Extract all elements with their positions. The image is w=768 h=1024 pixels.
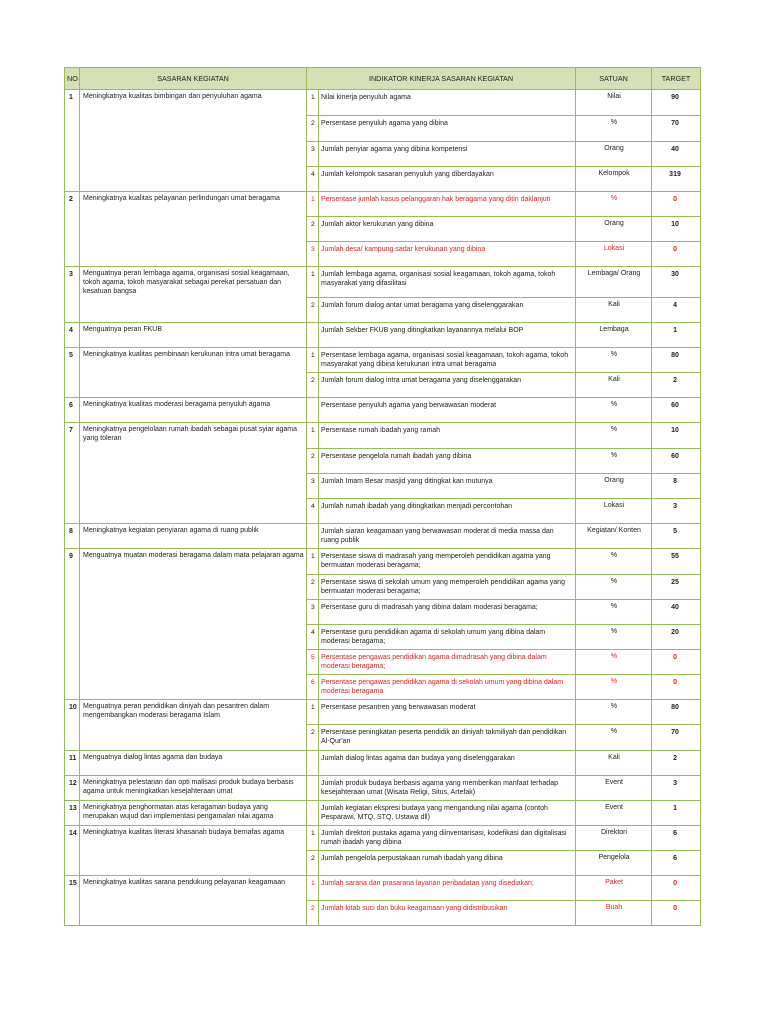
satuan-cell: Orang [576,473,652,498]
indicator-number: 2 [307,574,319,599]
target-cell: 0 [652,649,701,674]
row-number: 4 [65,322,80,347]
indicator-number: 5 [307,649,319,674]
target-cell: 10 [652,217,701,242]
indicator-cell: Persentase guru di madrasah yang dibina dalam moderasi beragama; [319,599,576,624]
sasaran-cell [80,242,307,267]
satuan-cell: Event [576,800,652,825]
table-row [65,90,701,116]
sasaran-cell [80,649,307,674]
sasaran-cell: Menguatnya peran pendidikan diniyah dan pesantren dalam mengembangkan moderasi beragama Islam [80,699,307,724]
row-number [65,142,80,167]
indicator-cell: Jumlah siaran keagamaan yang berwawasan moderat di media massa dan ruang publik [319,523,576,548]
indicator-cell: Jumlah penyiar agama yang dibina kompetensi [319,142,576,167]
indicator-number: 3 [307,142,319,167]
indicator-number: 1 [307,267,319,298]
satuan-cell: Nilai [576,90,652,116]
indicator-cell: Persentase pengawas pendidikan agama dimadrasah yang dibina dalam moderasi beragama; [319,649,576,674]
row-number: 11 [65,750,80,775]
satuan-cell: Kelompok [576,167,652,192]
table-row [65,397,701,422]
indicator-number: 6 [307,674,319,699]
target-cell: 80 [652,699,701,724]
indicator-cell: Persentase penyuluh agama yang dibina [319,116,576,142]
table-row [65,297,701,322]
satuan-cell: % [576,192,652,217]
table-row [65,599,701,624]
table-row [65,322,701,347]
table-row [65,674,701,699]
program-table-container [64,67,700,926]
sasaran-cell [80,574,307,599]
sasaran-cell [80,372,307,397]
target-cell: 2 [652,372,701,397]
indicator-cell: Persentase pesantren yang berwawasan moderat [319,699,576,724]
sasaran-cell: Meningkatnya kualitas pembinaan kerukunan intra umat beragama [80,347,307,372]
row-number [65,674,80,699]
target-cell: 80 [652,347,701,372]
satuan-cell: Event [576,775,652,800]
indicator-cell: Jumlah Imam Besar masjid yang ditingkat kan mutunya [319,473,576,498]
table-row [65,267,701,298]
row-number [65,217,80,242]
target-cell: 90 [652,90,701,116]
table-row [65,775,701,800]
satuan-cell: Orang [576,217,652,242]
indicator-cell: Jumlah forum dialog intra umat beragama yang diselenggarakan [319,372,576,397]
indicator-number: 4 [307,498,319,523]
table-row [65,574,701,599]
row-number [65,116,80,142]
row-number: 8 [65,523,80,548]
sasaran-cell: Meningkatnya pengelolaan rumah ibadah sebagai pusat syiar agama yang toleran [80,422,307,448]
target-cell: 6 [652,825,701,850]
target-cell: 8 [652,473,701,498]
indicator-cell: Jumlah produk budaya berbasis agama yang memberikan manfaat terhadap kesejahteraan umat (Wisata Religi, Situs, Artefak) [319,775,576,800]
indicator-cell: Persentase lembaga agama, organisasi sosial keagamaan, tokoh agama, tokoh masyarakat yang dibina kerukunan intra umat beragama [319,347,576,372]
sasaran-cell: Meningkatnya kualitas moderasi beragama penyuluh agama [80,397,307,422]
row-number [65,372,80,397]
target-cell: 6 [652,850,701,875]
row-number [65,448,80,473]
indicator-number: 1 [307,825,319,850]
indicator-number: 2 [307,448,319,473]
sasaran-cell: Meningkatnya kegiatan penyiaran agama di ruang publik [80,523,307,548]
satuan-cell: Pengelola [576,850,652,875]
row-number: 12 [65,775,80,800]
indicator-number: 2 [307,850,319,875]
row-number: 9 [65,548,80,574]
table-row [65,217,701,242]
target-cell: 3 [652,498,701,523]
satuan-cell: Lembaga [576,322,652,347]
indicator-cell: Persentase pengawas pendidikan agama di sekolah umum yang dibina dalam moderasi beragama [319,674,576,699]
sasaran-cell [80,217,307,242]
indicator-number: 2 [307,372,319,397]
table-row [65,724,701,750]
satuan-cell: Lokasi [576,242,652,267]
indicator-number: 4 [307,624,319,649]
target-cell: 1 [652,322,701,347]
table-row [65,900,701,925]
indicator-number: 4 [307,167,319,192]
sasaran-cell [80,850,307,875]
indicator-cell: Persentase peningkatan peserta pendidik an diniyah takmiliyah dan pendidikan Al-Qur'an [319,724,576,750]
table-row [65,167,701,192]
satuan-cell: % [576,116,652,142]
target-cell: 0 [652,242,701,267]
sasaran-cell: Menguatnya dialog lintas agama dan budaya [80,750,307,775]
satuan-cell: % [576,649,652,674]
satuan-cell: Kali [576,372,652,397]
row-number [65,599,80,624]
indicator-cell: Jumlah forum dialog antar umat beragama yang diselenggarakan [319,297,576,322]
header-sasaran-kegiatan: SASARAN KEGIATAN [80,68,307,90]
row-number: 7 [65,422,80,448]
satuan-cell: % [576,699,652,724]
indicator-cell: Jumlah rumah ibadah yang ditingkatkan menjadi percontohan [319,498,576,523]
indicator-cell: Persentase siswa di madrasah yang memperoleh pendidikan agama yang bermuatan moderasi beragama; [319,548,576,574]
satuan-cell: Lokasi [576,498,652,523]
indicator-cell: Jumlah kitab suci dan buku keagamaan yang didistribusikan [319,900,576,925]
header-indikator-kinerja: INDIKATOR KINERJA SASARAN KEGIATAN [307,68,576,90]
sasaran-cell [80,167,307,192]
table-row [65,448,701,473]
table-row [65,372,701,397]
header-satuan: SATUAN [576,68,652,90]
target-cell: 30 [652,267,701,298]
table-row [65,548,701,574]
target-cell: 5 [652,523,701,548]
indicator-number: 3 [307,242,319,267]
target-cell: 10 [652,422,701,448]
satuan-cell: % [576,422,652,448]
row-number [65,850,80,875]
sasaran-cell [80,599,307,624]
row-number: 15 [65,875,80,900]
satuan-cell: % [576,724,652,750]
indicator-number: 1 [307,90,319,116]
indicator-number [307,800,319,825]
satuan-cell: Direktori [576,825,652,850]
indicator-cell: Jumlah kelompok sasaran penyuluh yang diberdayakan [319,167,576,192]
table-row [65,116,701,142]
indicator-cell: Jumlah dialog lintas agama dan budaya yang diselenggarakan [319,750,576,775]
target-cell: 2 [652,750,701,775]
row-number: 1 [65,90,80,116]
sasaran-cell: Menguatnya peran lembaga agama, organisasi sosial keagamaan, tokoh agama, tokoh masyarakat sebagai perekat persatuan dan kesatuan bangsa [80,267,307,298]
sasaran-cell [80,624,307,649]
sasaran-cell: Menguatnya muatan moderasi beragama dalam mata pelajaran agama [80,548,307,574]
table-row [65,242,701,267]
sasaran-cell [80,674,307,699]
indicator-number: 2 [307,724,319,750]
indicator-cell: Jumlah direktori pustaka agama yang diinventarisasi, kodefikasi dan digitalisasi rumah ibadah yang dibina [319,825,576,850]
sasaran-cell: Meningkatnya kualitas literasi khasanah budaya bernafas agama [80,825,307,850]
table-row [65,498,701,523]
satuan-cell: % [576,574,652,599]
table-row [65,473,701,498]
row-number: 14 [65,825,80,850]
target-cell: 70 [652,724,701,750]
sasaran-cell: Meningkatnya kualitas pelayanan perlindungan umat beragama [80,192,307,217]
target-cell: 20 [652,624,701,649]
indicator-cell: Persentase jumlah kasus pelanggaran hak beragama yang ditin daklanjuti [319,192,576,217]
target-cell: 60 [652,397,701,422]
indicator-number: 1 [307,875,319,900]
indicator-number: 3 [307,473,319,498]
satuan-cell: Kali [576,750,652,775]
target-cell: 40 [652,599,701,624]
indicator-number: 1 [307,347,319,372]
sasaran-cell: Meningkatnya kualitas bimbingan dan penyuluhan agama [80,90,307,116]
target-cell: 55 [652,548,701,574]
row-number [65,297,80,322]
target-cell: 0 [652,192,701,217]
row-number: 13 [65,800,80,825]
target-cell: 25 [652,574,701,599]
indicator-number [307,750,319,775]
header-row [65,68,701,90]
sasaran-cell [80,900,307,925]
row-number: 3 [65,267,80,298]
satuan-cell: Kegiatan/ Konten [576,523,652,548]
table-row [65,142,701,167]
row-number: 6 [65,397,80,422]
sasaran-cell [80,142,307,167]
row-number: 10 [65,699,80,724]
satuan-cell: % [576,397,652,422]
sasaran-cell [80,116,307,142]
indicator-number: 2 [307,297,319,322]
indicator-cell: Persentase guru pendidikan agama di sekolah umum yang dibina dalam moderasi beragama; [319,624,576,649]
sasaran-cell [80,297,307,322]
indicator-number: 1 [307,192,319,217]
target-cell: 0 [652,674,701,699]
row-number [65,574,80,599]
table-row [65,347,701,372]
satuan-cell: Lembaga/ Orang [576,267,652,298]
indicator-cell: Jumlah kegiatan ekspresi budaya yang mengandung nilai agama (contoh Pesparawi, MTQ, STQ, Ustawa dll) [319,800,576,825]
sasaran-cell: Meningkatnya kualitas sarana pendukung pelayanan keagamaan [80,875,307,900]
row-number [65,649,80,674]
table-row [65,850,701,875]
indicator-number: 2 [307,116,319,142]
target-cell: 319 [652,167,701,192]
row-number [65,473,80,498]
table-body [65,90,701,926]
row-number [65,242,80,267]
indicator-cell: Nilai kinerja penyuluh agama [319,90,576,116]
target-cell: 0 [652,900,701,925]
indicator-number: 2 [307,900,319,925]
indicator-number: 2 [307,217,319,242]
satuan-cell: % [576,674,652,699]
indicator-cell: Persentase penyuluh agama yang berwawasan moderat [319,397,576,422]
indicator-cell: Persentase siswa di sekolah umum yang memperoleh pendidikan agama yang bermuatan moderasi beragama; [319,574,576,599]
table-row [65,699,701,724]
table-row [65,800,701,825]
row-number [65,624,80,649]
indicator-cell: Jumlah sarana dan prasarana layanan peribadatan yang disediakan; [319,875,576,900]
indicator-number [307,322,319,347]
sasaran-cell: Meningkatnya penghormatan atas keragaman budaya yang merupakan wujud dari implementasi pengamalan nilai agama [80,800,307,825]
target-cell: 0 [652,875,701,900]
indicator-cell: Jumlah desa/ kampung sadar kerukunan yang dibina [319,242,576,267]
indicator-number: 1 [307,699,319,724]
table-row [65,422,701,448]
sasaran-cell [80,724,307,750]
satuan-cell: Orang [576,142,652,167]
indicator-number [307,523,319,548]
indicator-number [307,775,319,800]
sasaran-cell [80,473,307,498]
program-table [64,67,701,926]
table-row [65,523,701,548]
sasaran-cell: Meningkatnya pelestarian dan opti malisasi produk budaya berbasis agama untuk meningkatkan kesejahteraan umat [80,775,307,800]
indicator-cell: Jumlah lembaga agama, organisasi sosial keagamaan, tokoh agama, tokoh masyarakat yang difasilitasi [319,267,576,298]
satuan-cell: % [576,548,652,574]
satuan-cell: % [576,624,652,649]
row-number: 2 [65,192,80,217]
table-row [65,825,701,850]
table-row [65,750,701,775]
target-cell: 60 [652,448,701,473]
indicator-cell: Jumlah aktor kerukunan yang dibina [319,217,576,242]
indicator-cell: Persentase pengelola rumah ibadah yang dibina [319,448,576,473]
indicator-cell: Jumlah pengelola perpustakaan rumah ibadah yang dibina [319,850,576,875]
row-number [65,167,80,192]
sasaran-cell [80,448,307,473]
row-number: 5 [65,347,80,372]
indicator-number [307,397,319,422]
target-cell: 40 [652,142,701,167]
row-number [65,724,80,750]
indicator-number: 3 [307,599,319,624]
row-number [65,498,80,523]
satuan-cell: % [576,347,652,372]
indicator-number: 1 [307,548,319,574]
sasaran-cell: Menguatnya peran FKUB [80,322,307,347]
satuan-cell: Buah [576,900,652,925]
table-row [65,649,701,674]
target-cell: 1 [652,800,701,825]
table-row [65,192,701,217]
header-target: TARGET [652,68,701,90]
indicator-number: 1 [307,422,319,448]
indicator-cell: Jumlah Sekber FKUB yang ditingkatkan layanannya melalui BOP [319,322,576,347]
satuan-cell: Paket [576,875,652,900]
table-row [65,875,701,900]
target-cell: 70 [652,116,701,142]
satuan-cell: Kali [576,297,652,322]
indicator-cell: Persentase rumah ibadah yang ramah [319,422,576,448]
header-no: NO [65,68,80,90]
satuan-cell: % [576,448,652,473]
target-cell: 3 [652,775,701,800]
satuan-cell: % [576,599,652,624]
row-number [65,900,80,925]
sasaran-cell [80,498,307,523]
table-row [65,624,701,649]
target-cell: 4 [652,297,701,322]
